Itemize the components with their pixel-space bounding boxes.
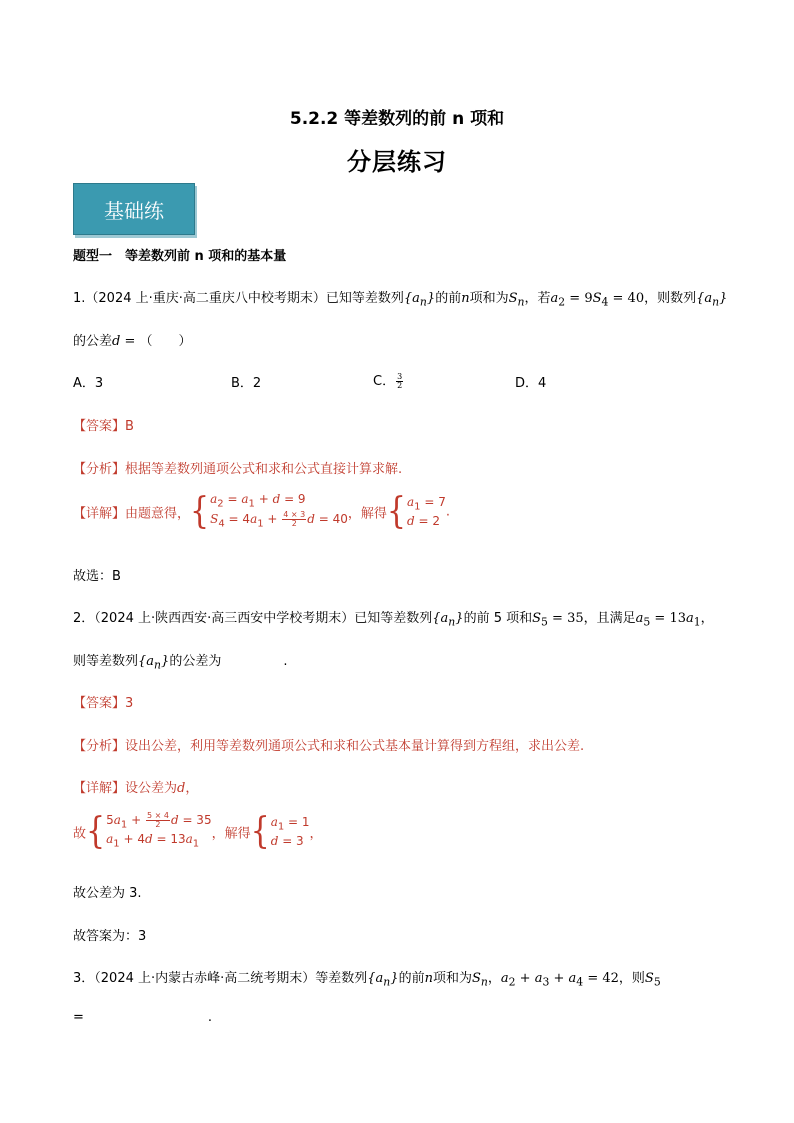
q2-analysis: 【分析】设出公差，利用等差数列通项公式和求和公式基本量计算得到方程组，求出公差. bbox=[73, 739, 585, 754]
q3-stem-line1: 3．（2024 上·内蒙古赤峰·高二统考期末）等差数列$\{a_n\}$的前n项和为$S_n$，$a_2 + a_3 + a_4 = 42$，则$S_5$ bbox=[73, 971, 661, 989]
page-title: 5.2.2 等差数列的前 n 项和 bbox=[289, 109, 505, 129]
q2-conclusion: 故公差为 3. bbox=[73, 886, 142, 901]
q1-detail: 【详解】由题意得， { $a_2 = a_1 + d = 9$ $S_4 = 4a_1$ + $\frac{4 \times 3}{2}$ d = 40 ，解得 { $a_1 = 7$ d = 2 . bbox=[73, 490, 450, 533]
q1-option-c: C． $\frac{3}{2}$ bbox=[373, 372, 403, 390]
q1-option-d: D．4 bbox=[515, 376, 547, 391]
q1-choose: 故选：B bbox=[73, 569, 121, 584]
section-label: 基础练 bbox=[104, 198, 164, 223]
q2-system: 故 { $5a_1$ + $\frac{5 \times 4}{2}$ d = 35 $a_1 + 4d = 13a_1$ ，解得 { $a_1 = 1$ d = 3 ， bbox=[73, 810, 323, 853]
q1-option-b: B．2 bbox=[231, 376, 262, 391]
q2-answer: 【答案】3 bbox=[73, 696, 134, 711]
q1-analysis: 【分析】根据等差数列通项公式和求和公式直接计算求解. bbox=[73, 462, 403, 477]
page-subtitle: 分层练习 bbox=[347, 147, 447, 176]
q1-stem-line2: 的公差d = （ ） bbox=[73, 334, 192, 349]
q2-stem-line1: 2．（2024 上·陕西西安·高三西安中学校考期末）已知等差数列$\{a_n\}$的前 5 项和$S_5 = 35$，且满足$a_5 = 13a_1$， bbox=[73, 611, 714, 629]
q1-option-a: A．3 bbox=[73, 376, 104, 391]
section-label-box bbox=[73, 183, 195, 235]
q1-stem-line1: 1.（2024 上·重庆·高二重庆八中校考期末）已知等差数列$\{a_n\}$的前n项和为$S_n$，若$a_2 = 9S_4 = 40$，则数列$\{a_n\}$ bbox=[73, 291, 728, 309]
q2-detail: 【详解】设公差为d， bbox=[73, 781, 199, 796]
q2-stem-line2: 则等差数列$\{a_n\}$的公差为 . bbox=[73, 654, 288, 672]
q1-answer: 【答案】B bbox=[73, 419, 134, 434]
q2-final: 故答案为：3 bbox=[73, 929, 147, 944]
topic-heading: 题型一 等差数列前 n 项和的基本量 bbox=[73, 249, 287, 264]
q3-stem-line2: = . bbox=[73, 1010, 213, 1025]
